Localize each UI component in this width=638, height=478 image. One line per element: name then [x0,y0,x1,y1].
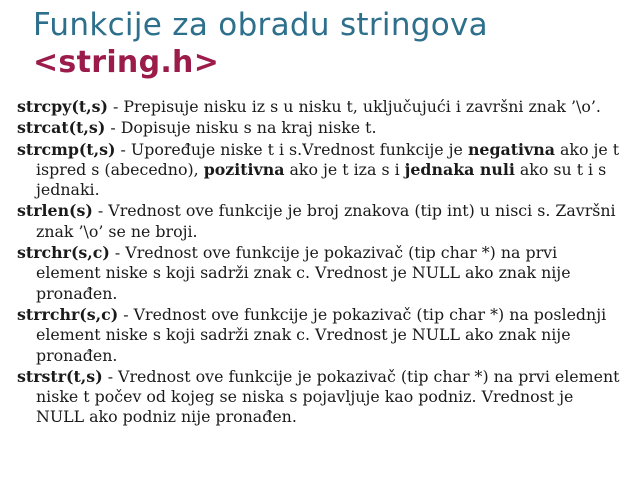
function-description: - Vrednost ove funkcije je pokazivač (tip char *) na prvi element niske t počev od kojeg se niska s pojavljuje kao podniz. Vrednost je NULL ako podniz nije pronađen. [36,366,620,427]
function-description: - Vrednost ove funkcije je broj znakova (tip int) u nisci s. Završni znak ’\o’ se ne broji. [36,201,616,241]
function-name: strcmp(t,s) [17,139,116,159]
entry-strlen [17,201,626,242]
entry-strcpy [17,97,626,117]
entry-strcmp [17,140,626,201]
function-list [17,97,626,429]
title-header-name: <string.h> [33,45,220,80]
entry-strchr [17,243,626,304]
function-description: - Dopisuje nisku s na kraj niske t. [105,118,377,138]
function-description: ako je t ispred s (abecedno), [36,139,620,179]
emphasis-negative: negativna [467,139,555,159]
function-name: strchr(s,c) [17,243,110,263]
function-description: - Upoređuje niske t i s.Vrednost funkcije je [115,139,468,159]
slide-title [33,6,488,82]
function-name: strstr(t,s) [17,366,103,386]
entry-strrchr [17,305,626,366]
function-description: ako je t iza s i [284,159,405,179]
function-description: ako su t i s jednaki. [36,159,607,200]
emphasis-positive: pozitivna [203,159,285,179]
function-name: strrchr(s,c) [17,304,119,324]
entry-strcat [17,118,626,138]
function-description: - Vrednost ove funkcije je pokazivač (tip char *) na poslednji element niske s koji sadrži znak c. Vrednost je NULL ako znak nije pronađen. [36,304,607,365]
function-name: strcpy(t,s) [17,97,108,116]
function-description: - Vrednost ove funkcije je pokazivač (tip char *) na prvi element niske s koji sadrži znak c. Vrednost je NULL ako znak nije pronađen. [36,243,571,303]
title-main: Funkcije za obradu stringova [33,7,488,43]
function-name: strlen(s) [17,201,93,221]
entry-strstr [17,367,626,428]
function-description: - Prepisuje nisku iz s u nisku t, uključujući i završni znak ’\o’. [108,97,601,116]
function-name: strcat(t,s) [17,118,106,138]
emphasis-zero: jednaka nuli [404,159,515,179]
